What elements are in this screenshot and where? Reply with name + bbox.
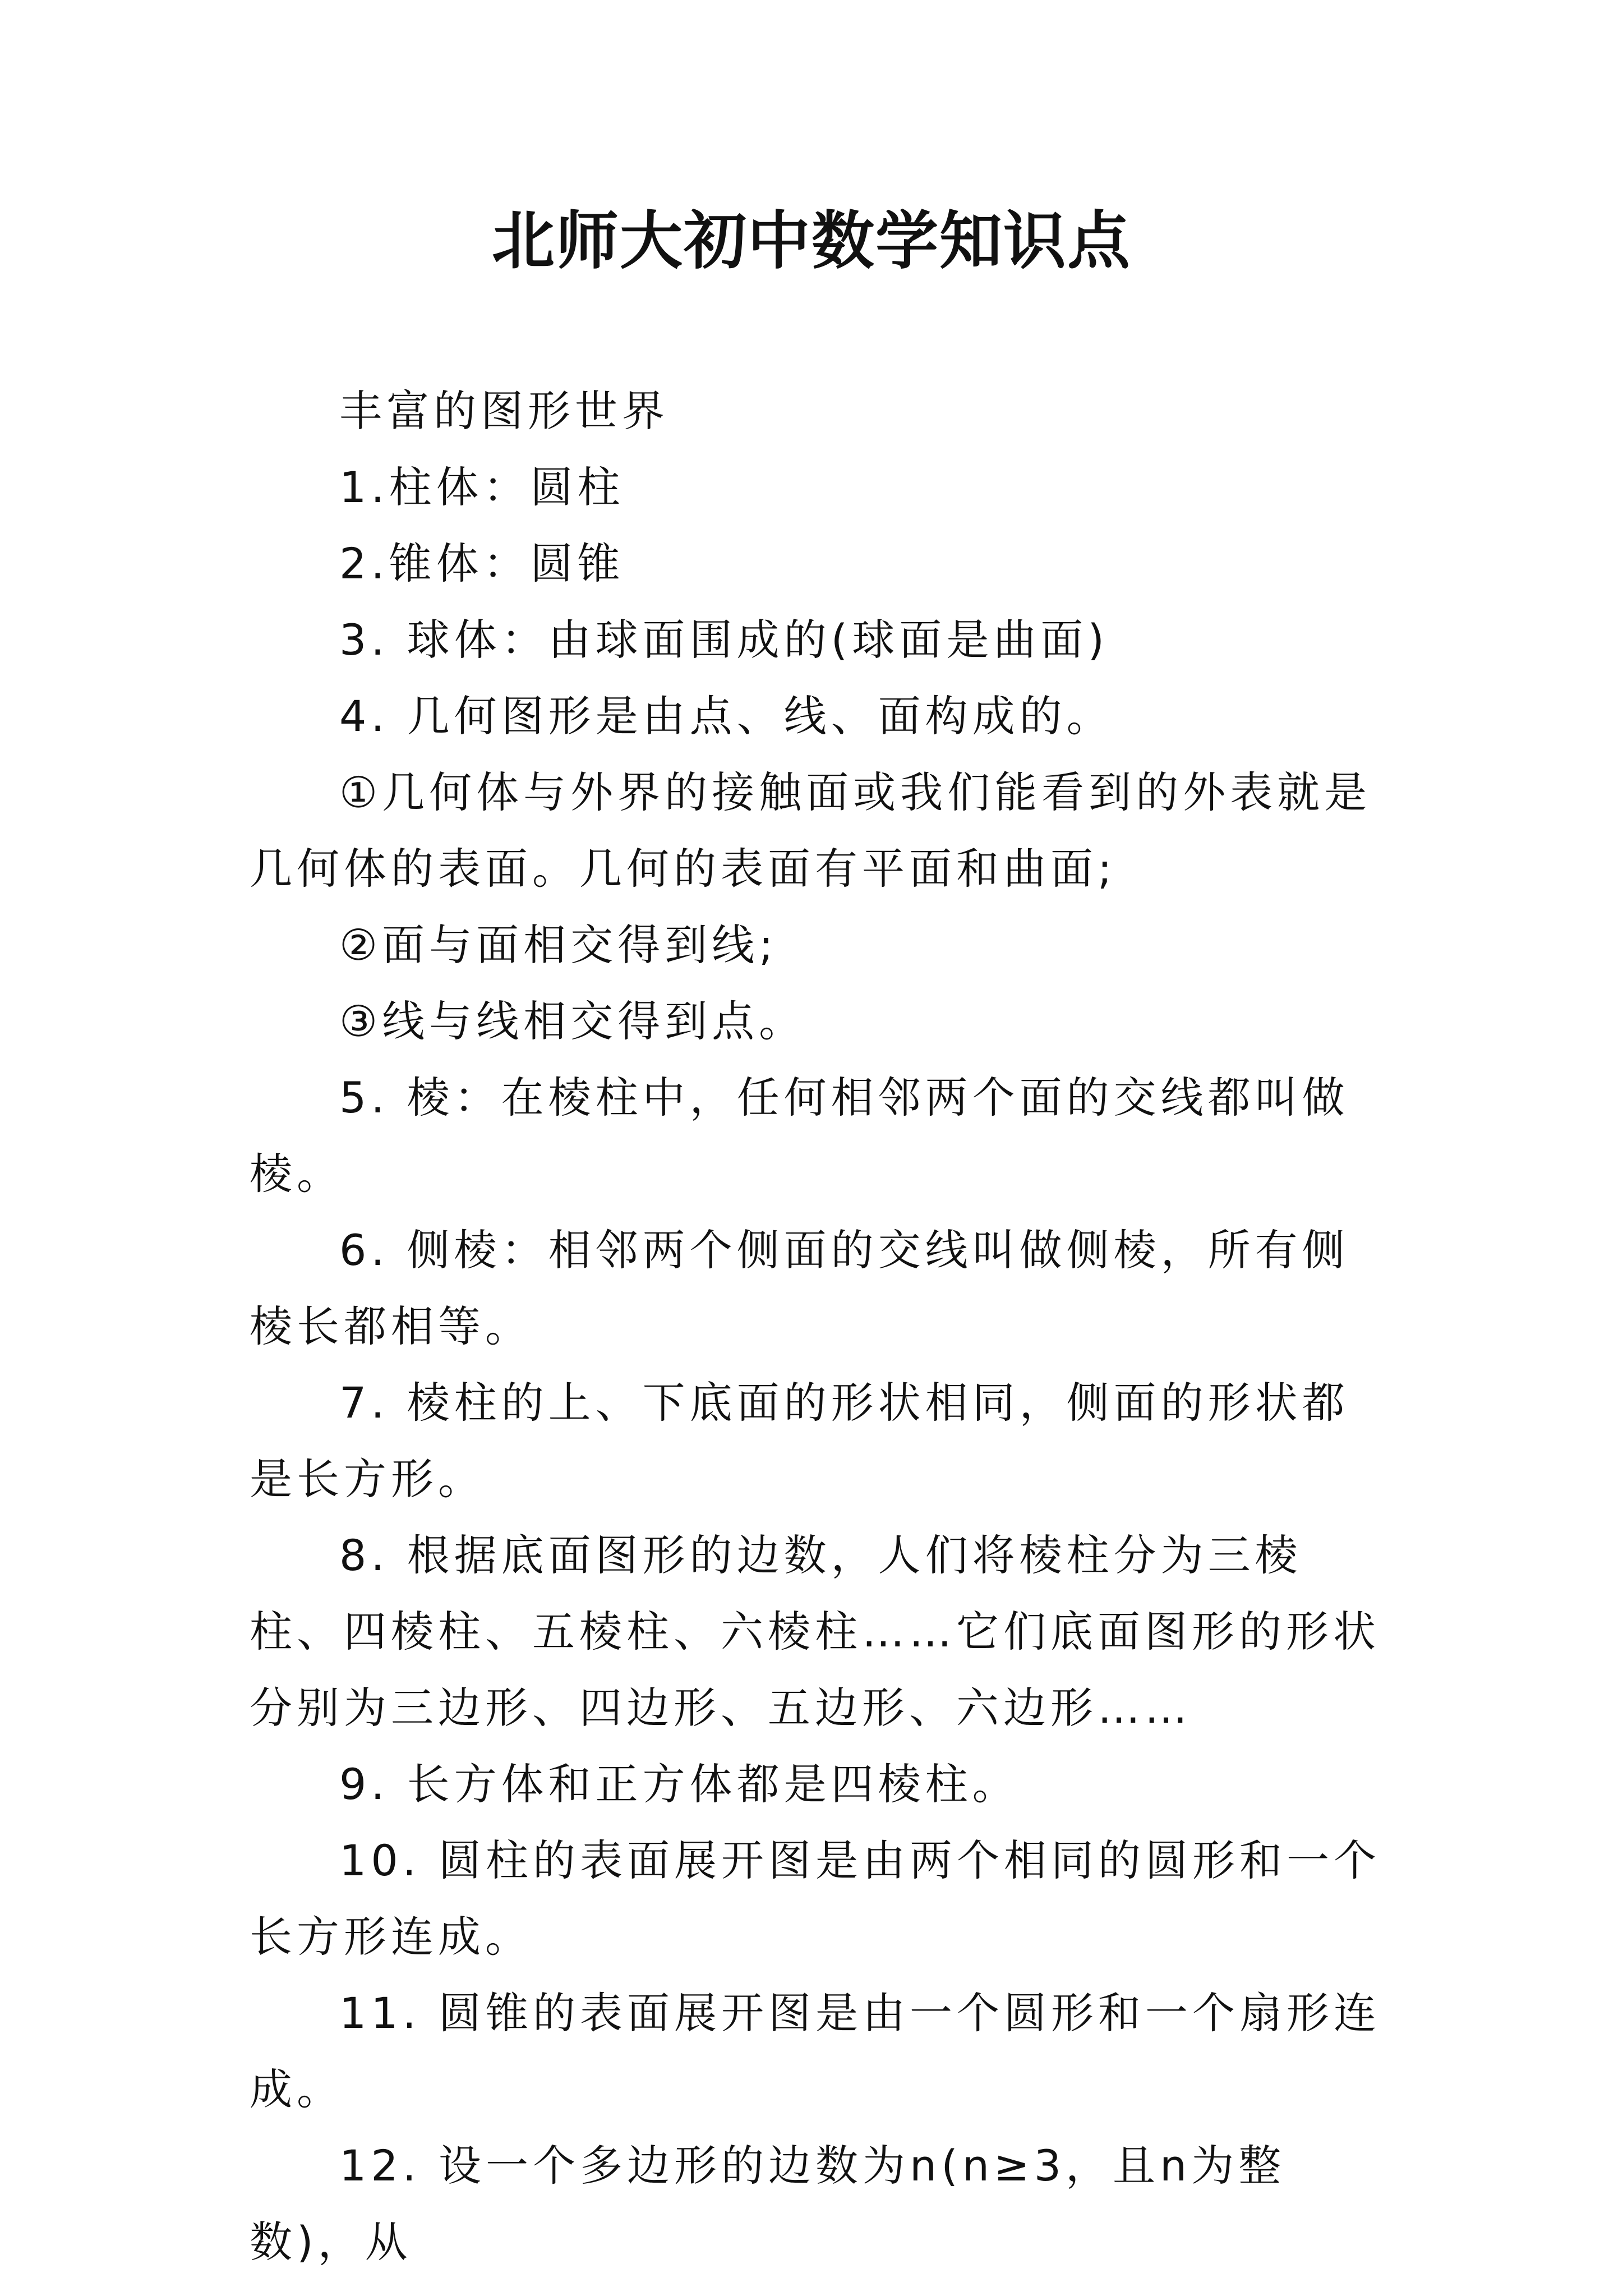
paragraph: ③线与线相交得到点。 xyxy=(339,996,806,1046)
section-heading: 丰富的图形世界 xyxy=(339,386,669,436)
paragraph: 10. 圆柱的表面展开图是由两个相同的圆形和一个长方形连成。 xyxy=(250,1835,1381,1962)
paragraph: 2.锥体：圆锥 xyxy=(339,539,625,588)
paragraph: 1.柱体：圆柱 xyxy=(339,462,625,512)
document-body xyxy=(250,373,1382,2280)
paragraph: 8. 根据底面图形的边数，人们将棱柱分为三棱柱、四棱柱、五棱柱、六棱柱……它们底面图形的形状分别为三边形、四边形、五边形、六边形…… xyxy=(250,1530,1380,1733)
paragraph: ①几何体与外界的接触面或我们能看到的外表就是几何体的表面。几何的表面有平面和曲面; xyxy=(250,767,1372,894)
paragraph: 3. 球体：由球面围成的(球面是曲面) xyxy=(339,615,1109,665)
paragraph: 5. 棱：在棱柱中，任何相邻两个面的交线都叫做棱。 xyxy=(250,1073,1349,1199)
paragraph: 12. 设一个多边形的边数为n(n≥3，且n为整数)，从 xyxy=(250,2141,1286,2267)
document-title: 北师大初中数学知识点 xyxy=(492,204,1131,278)
paragraph: 4. 几何图形是由点、线、面构成的。 xyxy=(339,691,1114,741)
paragraph: 7. 棱柱的上、下底面的形状相同，侧面的形状都是长方形。 xyxy=(250,1378,1349,1504)
paragraph: 6. 侧棱：相邻两个侧面的交线叫做侧棱，所有侧棱长都相等。 xyxy=(250,1225,1349,1351)
paragraph: 9. 长方体和正方体都是四棱柱。 xyxy=(339,1759,1020,1809)
paragraph: 11. 圆锥的表面展开图是由一个圆形和一个扇形连成。 xyxy=(250,1988,1381,2114)
paragraph: ②面与面相交得到线; xyxy=(339,920,778,970)
